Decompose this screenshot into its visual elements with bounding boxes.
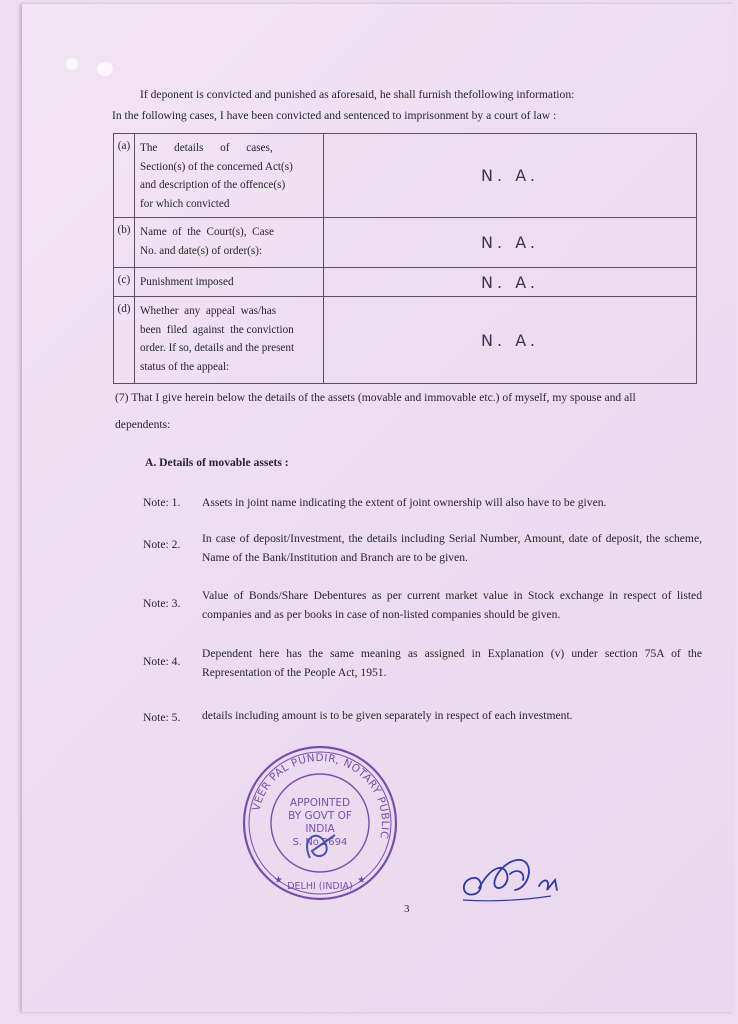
row-label: (d) (114, 297, 135, 384)
stamp-text: APPOINTED (289, 797, 351, 809)
note-label: Note: 5. (143, 711, 181, 724)
stamp-text: BY GOVT OF (288, 810, 352, 822)
conviction-table (113, 133, 697, 384)
notary-stamp (240, 743, 400, 903)
note-text: Value of Bonds/Share Debentures as per current market value in Stock exchange in respect of listed companies and as per books in case of non-listed companies should be given. (202, 589, 702, 621)
stamp-text: INDIA (305, 823, 335, 835)
row-value: N. A. (324, 218, 697, 268)
row-description: Punishment imposed (135, 268, 324, 297)
assets-line-2: dependents: (115, 418, 171, 431)
stamp-text: S. No.2694 (292, 837, 348, 848)
svg-text:★: ★ (274, 875, 283, 886)
table-row (114, 268, 697, 297)
stamp-ring-text: VEER PAL PUNDIR, NOTARY PUBLIC (250, 751, 392, 840)
row-value: N. A. (324, 268, 697, 297)
note-text: In case of deposit/Investment, the details including Serial Number, Amount, date of deposit, the scheme, Name of the Bank/Institution and Branch are to be given. (202, 532, 702, 564)
table-row (114, 134, 697, 218)
note-label: Note: 1. (143, 496, 181, 509)
note-text: Assets in joint name indicating the extent of joint ownership will also have to be given. (202, 496, 607, 509)
row-description: Name of the Court(s), Case No. and date(s) of order(s): (135, 218, 324, 268)
note-label: Note: 4. (143, 655, 181, 668)
note-label: Note: 2. (143, 538, 181, 551)
intro-line-1: If deponent is convicted and punished as aforesaid, he shall furnish thefollowing information: (140, 88, 575, 101)
intro-line-2: In the following cases, I have been convicted and sentenced to imprisonment by a court of law : (112, 109, 557, 122)
stamp-text: DELHI (INDIA) (287, 881, 353, 892)
note-text: Dependent here has the same meaning as assigned in Explanation (v) under section 75A of the Representation of the People Act, 1951. (202, 647, 702, 679)
row-value: N. A. (324, 297, 697, 384)
svg-text:★: ★ (357, 875, 366, 886)
row-value: N. A. (324, 134, 697, 218)
deponent-signature (455, 838, 570, 908)
page-number: 3 (404, 903, 410, 915)
paper-mark (97, 62, 113, 76)
table-row (114, 218, 697, 268)
table-row (114, 297, 697, 384)
row-label: (c) (114, 268, 135, 297)
note-text: details including amount is to be given separately in respect of each investment. (202, 709, 573, 722)
row-description: Whether any appeal was/has been filed against the conviction order. If so, details and the present status of the appeal: (135, 297, 324, 384)
paper-mark (66, 58, 78, 70)
note-label: Note: 3. (143, 597, 181, 610)
row-label: (a) (114, 134, 135, 218)
row-description: The details of cases, Section(s) of the concerned Act(s) and description of the offence(s) for which convicted (135, 134, 324, 218)
assets-line-1: (7) That I give herein below the details of the assets (movable and immovable etc.) of myself, my spouse and all (115, 391, 636, 404)
row-label: (b) (114, 218, 135, 268)
movable-assets-heading: A. Details of movable assets : (145, 456, 289, 469)
